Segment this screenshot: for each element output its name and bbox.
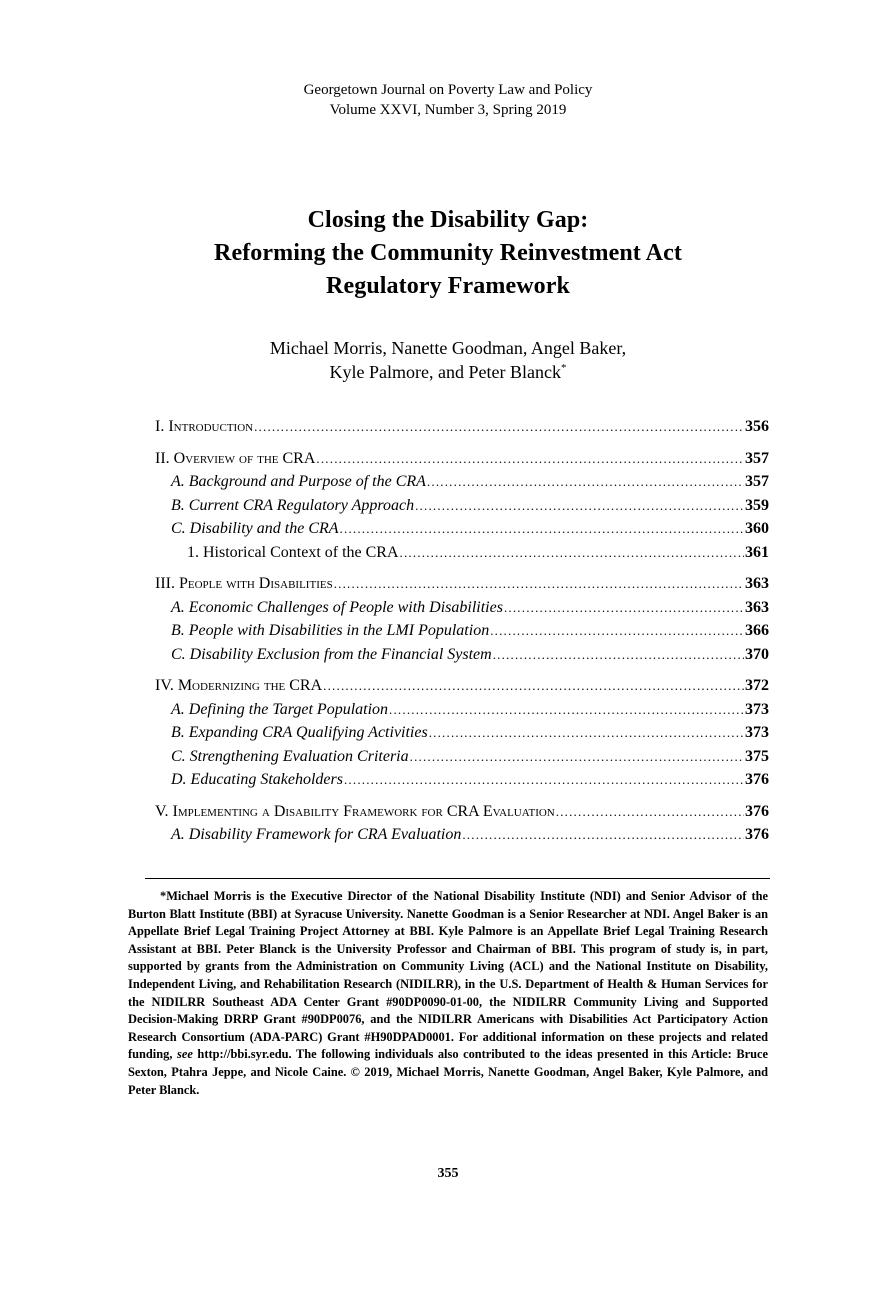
toc-entry-page: 357 bbox=[745, 449, 769, 467]
toc-entry[interactable] bbox=[155, 677, 769, 701]
toc-entry[interactable] bbox=[155, 803, 769, 827]
toc-entry[interactable] bbox=[155, 646, 769, 670]
toc-entry-heading: Modernizing the CRA bbox=[177, 677, 323, 694]
toc-entry-numeral: II. bbox=[155, 449, 174, 467]
toc-entry-label: 1. Historical Context of the CRA bbox=[187, 543, 399, 561]
toc-entry-label bbox=[155, 677, 322, 695]
toc-entry-numeral: V. bbox=[155, 802, 173, 820]
toc-entry-heading: Introduction bbox=[168, 418, 254, 435]
article-title-line: Reforming the Community Reinvestment Act bbox=[214, 240, 682, 266]
toc-entry-page: 373 bbox=[745, 724, 769, 741]
toc-entry-label: B. People with Disabilities in the LMI Population bbox=[171, 622, 490, 639]
journal-issue: Volume XXVI, Number 3, Spring 2019 bbox=[329, 102, 567, 118]
toc-entry[interactable] bbox=[155, 826, 769, 850]
toc-section-group bbox=[155, 677, 769, 795]
toc-entry[interactable] bbox=[155, 724, 769, 748]
toc-entry-numeral: I. bbox=[155, 418, 169, 435]
toc-entry[interactable] bbox=[155, 771, 769, 795]
toc-entry-page: 376 bbox=[745, 771, 769, 788]
toc-entry[interactable] bbox=[155, 575, 769, 599]
toc-entry-label: A. Economic Challenges of People with Disabilities bbox=[171, 598, 503, 616]
toc-section-group bbox=[155, 418, 769, 442]
toc-entry[interactable] bbox=[155, 473, 769, 497]
toc-entry-label bbox=[155, 803, 555, 821]
toc-leader-dots bbox=[323, 678, 744, 694]
toc-entry-label: D. Educating Stakeholders bbox=[171, 771, 343, 788]
toc-entry-page: 363 bbox=[745, 575, 769, 592]
toc-leader-dots bbox=[427, 474, 744, 490]
toc-entry-numeral: IV. bbox=[155, 677, 178, 694]
toc-section-group bbox=[155, 575, 769, 669]
toc-entry-page: 366 bbox=[745, 622, 769, 639]
toc-entry-page: 376 bbox=[745, 802, 769, 820]
toc-entry-label bbox=[155, 575, 333, 593]
article-title bbox=[0, 204, 896, 303]
toc-entry[interactable] bbox=[155, 599, 769, 623]
toc-leader-dots bbox=[254, 419, 744, 435]
toc-entry[interactable] bbox=[155, 520, 769, 544]
toc-entry-label: A. Background and Purpose of the CRA bbox=[171, 473, 426, 490]
toc-entry-page: 372 bbox=[745, 677, 769, 694]
toc-leader-dots bbox=[504, 600, 744, 616]
toc-section-group bbox=[155, 803, 769, 850]
author-footnote bbox=[128, 888, 768, 1099]
toc-entry-page: 361 bbox=[745, 543, 769, 561]
journal-name: Georgetown Journal on Poverty Law and Policy bbox=[303, 82, 593, 98]
footnote-separator bbox=[145, 878, 770, 879]
toc-leader-dots bbox=[429, 725, 744, 741]
journal-header bbox=[0, 80, 896, 120]
toc-entry-page: 359 bbox=[745, 496, 769, 514]
toc-entry-label: B. Current CRA Regulatory Approach bbox=[171, 496, 415, 514]
toc-entry[interactable] bbox=[155, 497, 769, 521]
toc-entry-label bbox=[155, 418, 253, 436]
toc-entry-page: 376 bbox=[745, 826, 769, 843]
toc-leader-dots bbox=[490, 623, 744, 639]
toc-leader-dots bbox=[556, 804, 744, 820]
toc-leader-dots bbox=[334, 576, 744, 592]
toc-entry-page: 373 bbox=[745, 700, 769, 718]
toc-entry-page: 375 bbox=[745, 747, 769, 765]
toc-entry-label: C. Strengthening Evaluation Criteria bbox=[171, 747, 409, 765]
toc-leader-dots bbox=[410, 749, 744, 765]
toc-entry-heading: Overview of the CRA bbox=[173, 449, 316, 467]
toc-entry-heading: Implementing a Disability Framework for CRA Evaluation bbox=[172, 802, 555, 820]
authors-line-text: Kyle Palmore, and Peter Blanck bbox=[329, 362, 561, 382]
authors-line: Michael Morris, Nanette Goodman, Angel Baker, bbox=[269, 338, 627, 358]
footnote-text: *Michael Morris is the Executive Director of the National Disability Institute (NDI) and Senior Advisor of the Burton Blatt Institute (BBI) at Syracuse University. Nanette Goodman is a Senior Researcher at NDI. Angel Baker is an Appellate Brief Legal Training Project Attorney at BBI. Kyle Palmore is an Appellate Brief Legal Training Research Assistant at BBI. Peter Blanck is the University Professor and Chairman of BBI. This program of study is, in part, supported by grants from the Administration on Community Living (ACL) and the National Institute on Disability, Independent Living, and Rehabilitation Research (NIDILRR), in the U.S. Department of Health & Human Services for the NIDILRR Southeast ADA Center Grant #90DP0090-01-00, the NIDILRR Community Living and Supported Decision-Making DRRP Grant #90DP0076, and the NIDILRR Americans with Disabilities Act Participatory Action Research Consortium (ADA-PARC) Grant #H90DPAD0001. For additional information on these projects and related funding, bbox=[128, 889, 768, 1062]
toc-entry-label: B. Expanding CRA Qualifying Activities bbox=[171, 724, 428, 741]
toc-entry-page: 363 bbox=[745, 598, 769, 616]
toc-section-group bbox=[155, 450, 769, 568]
toc-leader-dots bbox=[415, 498, 744, 514]
footnote-signal-see: see bbox=[177, 1047, 193, 1062]
article-authors bbox=[0, 336, 896, 384]
toc-entry[interactable] bbox=[155, 622, 769, 646]
toc-entry-label: C. Disability and the CRA bbox=[171, 520, 339, 537]
toc-leader-dots bbox=[340, 521, 744, 537]
toc-entry-page: 360 bbox=[745, 520, 769, 537]
authors-line bbox=[0, 360, 896, 384]
article-title-line: Closing the Disability Gap: bbox=[307, 207, 589, 233]
toc-entry-heading: People with Disabilities bbox=[178, 575, 333, 592]
toc-leader-dots bbox=[389, 702, 744, 718]
table-of-contents bbox=[155, 418, 769, 858]
toc-entry[interactable] bbox=[155, 418, 769, 442]
toc-leader-dots bbox=[462, 827, 744, 843]
footnote-text-continued: http://bbi.syr.edu. The following individuals also contributed to the ideas presented in this Article: Bruce Sexton, Ptahra Jeppe, and Nicole Caine. © 2019, Michael Morris, Nanette Goodman, Angel Baker, Kyle Palmore, and Peter Blanck. bbox=[128, 1047, 768, 1097]
toc-entry-page: 356 bbox=[745, 418, 769, 435]
toc-leader-dots bbox=[493, 647, 744, 663]
toc-entry[interactable] bbox=[155, 544, 769, 568]
toc-entry-numeral: III. bbox=[155, 575, 179, 592]
toc-leader-dots bbox=[316, 451, 744, 467]
toc-entry[interactable] bbox=[155, 701, 769, 725]
toc-leader-dots bbox=[400, 545, 744, 561]
toc-leader-dots bbox=[344, 772, 744, 788]
toc-entry[interactable] bbox=[155, 450, 769, 474]
toc-entry-label: A. Defining the Target Population bbox=[171, 700, 389, 718]
article-title-line: Regulatory Framework bbox=[326, 273, 570, 299]
toc-entry-label: C. Disability Exclusion from the Financial System bbox=[171, 645, 492, 663]
toc-entry-label: A. Disability Framework for CRA Evaluation bbox=[171, 826, 462, 843]
toc-entry[interactable] bbox=[155, 748, 769, 772]
author-footnote-marker[interactable]: * bbox=[560, 362, 567, 374]
toc-entry-page: 370 bbox=[745, 645, 769, 663]
toc-entry-page: 357 bbox=[745, 473, 769, 490]
page-number: 355 bbox=[437, 1166, 459, 1181]
toc-entry-label bbox=[155, 450, 315, 468]
